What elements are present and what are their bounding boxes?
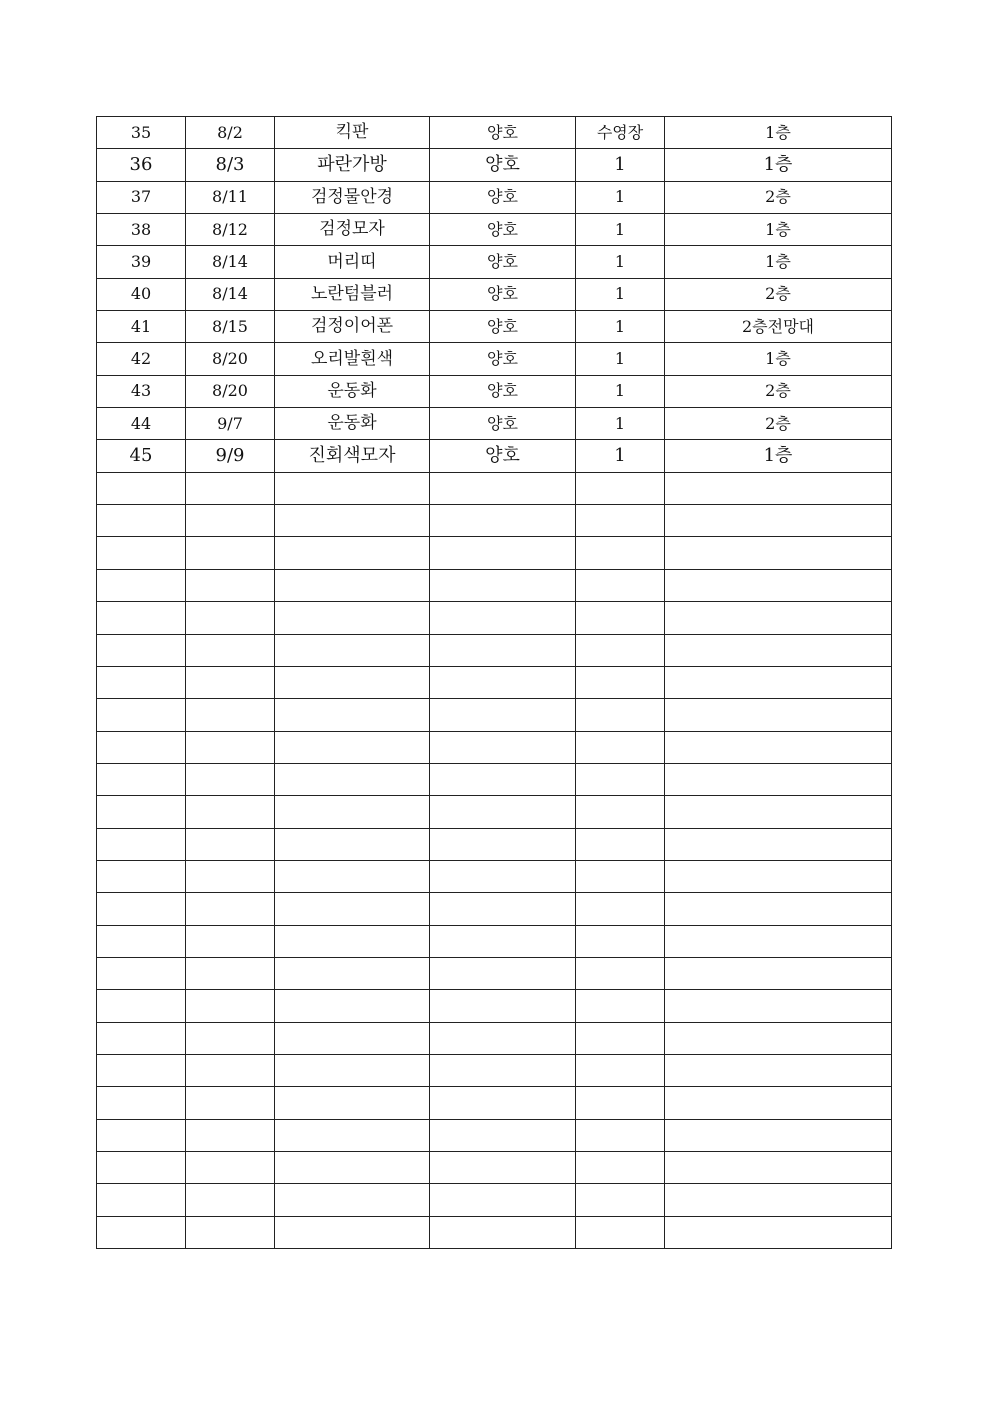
empty-cell	[275, 925, 430, 957]
cell-item: 운동화	[275, 375, 430, 407]
empty-cell	[97, 1119, 186, 1151]
cell-floor: 2층	[665, 375, 892, 407]
empty-cell	[275, 828, 430, 860]
empty-cell	[186, 602, 275, 634]
empty-table-row	[97, 1022, 892, 1054]
empty-table-row	[97, 699, 892, 731]
empty-cell	[665, 828, 892, 860]
empty-table-row	[97, 634, 892, 666]
table-row	[97, 408, 892, 440]
empty-cell	[186, 634, 275, 666]
cell-floor: 1층	[665, 117, 892, 149]
empty-table-row	[97, 763, 892, 795]
empty-table-row	[97, 602, 892, 634]
empty-table-row	[97, 990, 892, 1022]
empty-cell	[665, 925, 892, 957]
empty-table-row	[97, 893, 892, 925]
cell-item: 머리띠	[275, 246, 430, 278]
empty-cell	[576, 505, 665, 537]
cell-floor: 1층	[665, 214, 892, 246]
cell-item: 킥판	[275, 117, 430, 149]
empty-cell	[97, 1022, 186, 1054]
empty-cell	[186, 505, 275, 537]
empty-cell	[186, 699, 275, 731]
cell-location: 1	[576, 181, 665, 213]
empty-cell	[275, 1216, 430, 1248]
empty-cell	[665, 1216, 892, 1248]
empty-cell	[430, 537, 576, 569]
table-row	[97, 375, 892, 407]
cell-date: 8/11	[186, 181, 275, 213]
empty-cell	[97, 569, 186, 601]
empty-cell	[665, 699, 892, 731]
empty-cell	[665, 634, 892, 666]
cell-item: 검정물안경	[275, 181, 430, 213]
cell-location: 1	[576, 246, 665, 278]
empty-cell	[665, 505, 892, 537]
cell-location: 1	[576, 149, 665, 181]
cell-condition: 양호	[430, 311, 576, 343]
empty-cell	[97, 1152, 186, 1184]
empty-cell	[97, 731, 186, 763]
empty-cell	[430, 731, 576, 763]
empty-cell	[430, 763, 576, 795]
cell-condition: 양호	[430, 408, 576, 440]
empty-cell	[186, 893, 275, 925]
empty-cell	[186, 990, 275, 1022]
empty-cell	[430, 828, 576, 860]
empty-cell	[97, 990, 186, 1022]
empty-cell	[186, 925, 275, 957]
empty-cell	[665, 796, 892, 828]
empty-cell	[576, 1054, 665, 1086]
cell-number: 37	[97, 181, 186, 213]
empty-cell	[97, 666, 186, 698]
empty-cell	[430, 602, 576, 634]
empty-cell	[665, 1087, 892, 1119]
empty-cell	[275, 537, 430, 569]
cell-floor: 1층	[665, 343, 892, 375]
empty-cell	[275, 957, 430, 989]
table-row	[97, 214, 892, 246]
cell-number: 38	[97, 214, 186, 246]
empty-table-row	[97, 828, 892, 860]
empty-cell	[97, 925, 186, 957]
empty-cell	[186, 957, 275, 989]
empty-cell	[430, 1022, 576, 1054]
empty-cell	[576, 828, 665, 860]
cell-number: 39	[97, 246, 186, 278]
empty-cell	[430, 666, 576, 698]
empty-table-row	[97, 1119, 892, 1151]
empty-cell	[97, 893, 186, 925]
cell-condition: 양호	[430, 181, 576, 213]
empty-cell	[665, 1152, 892, 1184]
empty-cell	[576, 699, 665, 731]
empty-table-row	[97, 796, 892, 828]
empty-cell	[576, 1216, 665, 1248]
empty-cell	[430, 472, 576, 504]
table-row	[97, 278, 892, 310]
cell-location: 수영장	[576, 117, 665, 149]
cell-date: 8/14	[186, 278, 275, 310]
empty-cell	[665, 1022, 892, 1054]
empty-cell	[430, 893, 576, 925]
cell-condition: 양호	[430, 214, 576, 246]
empty-cell	[665, 666, 892, 698]
empty-cell	[275, 1119, 430, 1151]
table-row	[97, 311, 892, 343]
cell-condition: 양호	[430, 246, 576, 278]
empty-cell	[665, 537, 892, 569]
empty-cell	[430, 1152, 576, 1184]
cell-date: 8/12	[186, 214, 275, 246]
empty-cell	[430, 860, 576, 892]
empty-cell	[186, 1216, 275, 1248]
empty-cell	[665, 1184, 892, 1216]
empty-cell	[430, 699, 576, 731]
empty-cell	[576, 763, 665, 795]
cell-number: 41	[97, 311, 186, 343]
empty-cell	[186, 731, 275, 763]
empty-table-row	[97, 1184, 892, 1216]
empty-cell	[275, 472, 430, 504]
empty-cell	[97, 1216, 186, 1248]
empty-cell	[97, 634, 186, 666]
empty-cell	[97, 796, 186, 828]
lost-items-table	[96, 116, 892, 1249]
empty-cell	[97, 472, 186, 504]
empty-table-row	[97, 1152, 892, 1184]
cell-item: 오리발흰색	[275, 343, 430, 375]
empty-cell	[186, 1087, 275, 1119]
cell-number: 36	[97, 149, 186, 181]
empty-cell	[186, 1119, 275, 1151]
empty-table-row	[97, 472, 892, 504]
empty-cell	[665, 957, 892, 989]
empty-cell	[275, 1022, 430, 1054]
table-row	[97, 149, 892, 181]
cell-number: 45	[97, 440, 186, 472]
cell-condition: 양호	[430, 440, 576, 472]
empty-cell	[430, 990, 576, 1022]
empty-cell	[275, 634, 430, 666]
cell-item: 파란가방	[275, 149, 430, 181]
cell-date: 9/7	[186, 408, 275, 440]
cell-number: 42	[97, 343, 186, 375]
empty-cell	[97, 602, 186, 634]
cell-date: 8/20	[186, 375, 275, 407]
empty-table-row	[97, 957, 892, 989]
cell-condition: 양호	[430, 149, 576, 181]
empty-cell	[186, 666, 275, 698]
empty-table-row	[97, 666, 892, 698]
empty-cell	[97, 1054, 186, 1086]
table-row	[97, 117, 892, 149]
cell-number: 43	[97, 375, 186, 407]
empty-cell	[275, 569, 430, 601]
empty-cell	[430, 1119, 576, 1151]
cell-floor: 2층	[665, 278, 892, 310]
empty-cell	[576, 1119, 665, 1151]
empty-cell	[97, 505, 186, 537]
cell-floor: 2층	[665, 408, 892, 440]
empty-table-row	[97, 925, 892, 957]
empty-cell	[576, 925, 665, 957]
cell-location: 1	[576, 311, 665, 343]
empty-cell	[186, 796, 275, 828]
cell-location: 1	[576, 440, 665, 472]
empty-cell	[430, 634, 576, 666]
empty-cell	[576, 1087, 665, 1119]
cell-location: 1	[576, 343, 665, 375]
empty-cell	[576, 634, 665, 666]
cell-condition: 양호	[430, 117, 576, 149]
empty-cell	[275, 893, 430, 925]
empty-cell	[665, 1054, 892, 1086]
cell-location: 1	[576, 214, 665, 246]
empty-cell	[186, 763, 275, 795]
empty-cell	[97, 957, 186, 989]
empty-cell	[186, 860, 275, 892]
table-row	[97, 343, 892, 375]
cell-location: 1	[576, 278, 665, 310]
empty-cell	[275, 860, 430, 892]
empty-cell	[97, 537, 186, 569]
empty-cell	[576, 893, 665, 925]
cell-date: 8/2	[186, 117, 275, 149]
empty-cell	[576, 1022, 665, 1054]
empty-table-row	[97, 1054, 892, 1086]
empty-cell	[576, 472, 665, 504]
cell-floor: 1층	[665, 246, 892, 278]
cell-item: 검정이어폰	[275, 311, 430, 343]
cell-date: 8/14	[186, 246, 275, 278]
empty-cell	[576, 569, 665, 601]
empty-cell	[97, 763, 186, 795]
empty-cell	[576, 990, 665, 1022]
empty-table-row	[97, 731, 892, 763]
empty-cell	[576, 796, 665, 828]
empty-cell	[97, 828, 186, 860]
empty-table-row	[97, 860, 892, 892]
cell-date: 8/20	[186, 343, 275, 375]
empty-cell	[186, 1054, 275, 1086]
empty-cell	[576, 731, 665, 763]
cell-number: 40	[97, 278, 186, 310]
empty-cell	[430, 1087, 576, 1119]
empty-cell	[665, 860, 892, 892]
empty-cell	[186, 828, 275, 860]
empty-cell	[430, 1216, 576, 1248]
empty-cell	[576, 602, 665, 634]
table-row	[97, 440, 892, 472]
empty-cell	[186, 1152, 275, 1184]
empty-cell	[275, 1054, 430, 1086]
empty-cell	[275, 505, 430, 537]
cell-condition: 양호	[430, 343, 576, 375]
empty-cell	[275, 796, 430, 828]
empty-cell	[275, 1184, 430, 1216]
empty-cell	[576, 666, 665, 698]
empty-cell	[665, 569, 892, 601]
empty-table-row	[97, 505, 892, 537]
empty-cell	[430, 569, 576, 601]
empty-cell	[275, 990, 430, 1022]
cell-item: 검정모자	[275, 214, 430, 246]
empty-cell	[430, 505, 576, 537]
empty-cell	[430, 1054, 576, 1086]
empty-cell	[275, 763, 430, 795]
empty-table-row	[97, 569, 892, 601]
empty-cell	[665, 990, 892, 1022]
empty-cell	[186, 472, 275, 504]
empty-table-row	[97, 537, 892, 569]
empty-cell	[186, 569, 275, 601]
empty-cell	[275, 731, 430, 763]
empty-cell	[576, 1184, 665, 1216]
empty-cell	[186, 1184, 275, 1216]
cell-number: 35	[97, 117, 186, 149]
cell-location: 1	[576, 375, 665, 407]
cell-item: 노란텀블러	[275, 278, 430, 310]
cell-item: 운동화	[275, 408, 430, 440]
empty-cell	[665, 602, 892, 634]
empty-cell	[97, 699, 186, 731]
empty-cell	[430, 1184, 576, 1216]
empty-cell	[186, 537, 275, 569]
empty-cell	[186, 1022, 275, 1054]
empty-cell	[97, 860, 186, 892]
cell-number: 44	[97, 408, 186, 440]
empty-cell	[275, 1152, 430, 1184]
cell-floor: 2층전망대	[665, 311, 892, 343]
empty-table-row	[97, 1216, 892, 1248]
empty-cell	[665, 893, 892, 925]
cell-floor: 1층	[665, 149, 892, 181]
empty-cell	[430, 925, 576, 957]
empty-cell	[665, 472, 892, 504]
empty-cell	[665, 731, 892, 763]
cell-floor: 1층	[665, 440, 892, 472]
empty-cell	[275, 602, 430, 634]
empty-cell	[97, 1087, 186, 1119]
empty-cell	[275, 666, 430, 698]
empty-cell	[97, 1184, 186, 1216]
empty-table-row	[97, 1087, 892, 1119]
empty-cell	[430, 796, 576, 828]
cell-location: 1	[576, 408, 665, 440]
empty-cell	[576, 537, 665, 569]
cell-condition: 양호	[430, 278, 576, 310]
table-body	[97, 117, 892, 1249]
empty-cell	[576, 1152, 665, 1184]
empty-cell	[665, 1119, 892, 1151]
empty-cell	[430, 957, 576, 989]
cell-condition: 양호	[430, 375, 576, 407]
empty-cell	[576, 860, 665, 892]
empty-cell	[576, 957, 665, 989]
cell-date: 8/15	[186, 311, 275, 343]
table-row	[97, 181, 892, 213]
empty-cell	[665, 763, 892, 795]
cell-item: 진회색모자	[275, 440, 430, 472]
empty-cell	[275, 1087, 430, 1119]
cell-floor: 2층	[665, 181, 892, 213]
empty-cell	[275, 699, 430, 731]
cell-date: 9/9	[186, 440, 275, 472]
table-row	[97, 246, 892, 278]
cell-date: 8/3	[186, 149, 275, 181]
